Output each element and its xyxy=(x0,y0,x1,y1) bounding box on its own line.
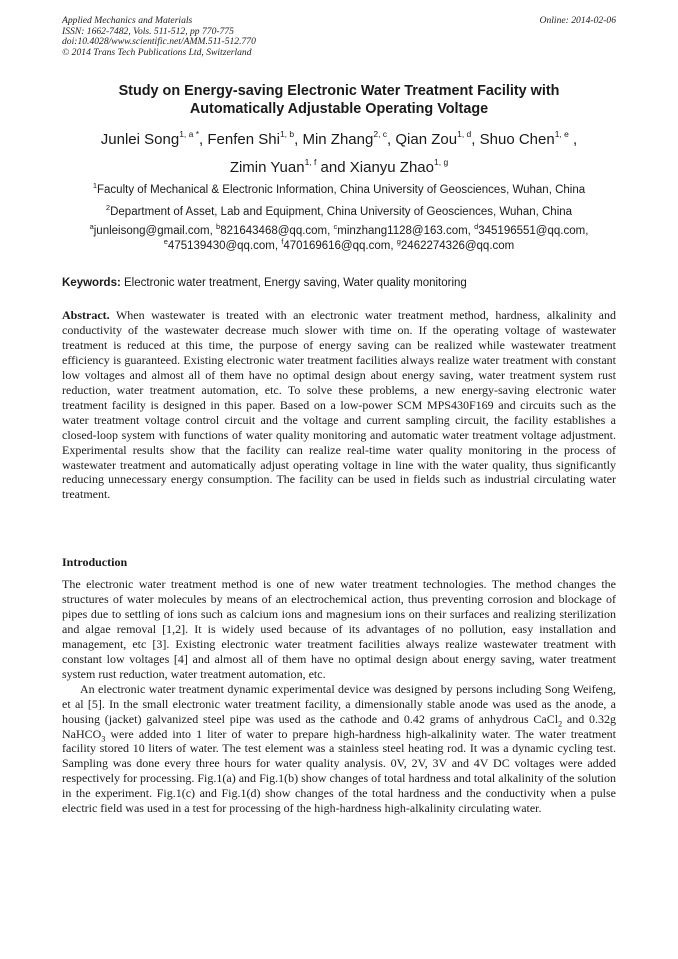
author-name: Shuo Chen xyxy=(479,131,555,148)
email-address: 475139430@qq.com, xyxy=(167,239,279,252)
subscript: 2 xyxy=(558,718,563,728)
journal-copyright: © 2014 Trans Tech Publications Ltd, Switzerland xyxy=(62,46,252,58)
email-address: junleisong@gmail.com, xyxy=(93,225,213,237)
author-line-2: Zimin Yuan$^{1, f}$ and Xianyu Zhao$^{1, g}$ xyxy=(229,157,449,176)
keywords-text: Electronic water treatment, Energy saving, Water quality monitoring xyxy=(124,277,467,289)
abstract-label: Abstract. xyxy=(62,308,110,322)
author-affiliation-mark: 1, f xyxy=(304,157,317,167)
abstract xyxy=(62,308,616,502)
online-date: Online: 2014-02-06 xyxy=(539,15,616,26)
author-affiliation-mark: 2, c xyxy=(373,129,388,139)
title-line-1: Study on Energy-saving Electronic Water Treatment Facility with xyxy=(118,83,560,99)
journal-name: Applied Mechanics and Materials xyxy=(62,15,193,26)
author-affiliation-mark: 1, a * xyxy=(179,129,200,139)
author-affiliation-mark: 1, d xyxy=(457,129,472,139)
email-mark: e xyxy=(163,236,168,246)
intro-paragraph-2 xyxy=(62,682,616,817)
email-mark: d xyxy=(474,222,479,231)
author-affiliation-mark: 1, e xyxy=(554,129,569,139)
intro-p2-part-a: An electronic water treatment dynamic experimental device was designed by persons including Song Weifeng, et al [5]. In the small electronic water treatment facility, a dimensionally stable anode was used as the anode, a housing (jacket) galvanized steel pipe was used as the cathode and 0.42 grams of anhydrous CaCl xyxy=(62,681,616,726)
email-line-1 xyxy=(62,224,616,239)
intro-p2-part-c: were added into 1 liter of water to prepare high-hardness high-alkalinity water. The water treatment facility stored 10 liters of water. The test element was a stainless steel heating rod. It was a dynamic cycling test. Sampling was done every three hours for water quality analysis. 0V, 2V, 3V and 4V DC voltages were added respectively for processing. Fig.1(a) and Fig.1(b) show changes of total hardness and total alkalinity of the solution in the experiment. Fig.1(c) and Fig.1(d) show changes of the total hardness and the conductivity when a pulse electric field was used in a test for processing of the high-hardness high-alkalinity circulating water. xyxy=(62,726,616,816)
email-address: 821643468@qq.com, xyxy=(220,225,331,237)
author-line-1: Junlei Song$^{1, a *}$, Fenfen Shi$^{1, b}$, Min Zhang$^{2, c}$, Qian Zou$^{1, d}$, Shuo Chen$^{1, e}$ , xyxy=(100,129,578,148)
email-address: minzhang1128@163.com, xyxy=(337,225,471,237)
intro-paragraph-1: The electronic water treatment method is one of new water treatment technologies. The method changes the structures of water molecules by means of an electrochemical action, thus preventing corrosion and blockage of pipes due to settling of ions such as calcium ions and magnesium ions on their surfaces and realizing sterilization and algae removal [1,2]. It is widely used because of its advantages of no pollution, easy installation and management, etc [3]. Existing electronic water treatment facilities always realize wastewater treatment with constant low voltages [4] and almost all of them have no optimal design about energy saving, water treatment system rust reduction, water treatment automation, etc. xyxy=(62,577,616,681)
email-mark: c xyxy=(333,222,338,231)
email-address: 2462274326@qq.com xyxy=(400,239,515,252)
affiliation-mark: 2 xyxy=(105,203,111,212)
email-mark: a xyxy=(89,222,94,231)
email-mark: f xyxy=(281,236,284,246)
affiliation-1 xyxy=(62,183,616,197)
author-name: Junlei Song xyxy=(100,131,180,148)
affiliation-2 xyxy=(62,205,616,219)
journal-issn: ISSN: 1662-7482, Vols. 511-512, pp 770-775 xyxy=(62,25,234,37)
author-list xyxy=(62,126,616,182)
journal-doi: doi:10.4028/www.scientific.net/AMM.511-512.770 xyxy=(62,36,256,48)
author-name: Qian Zou xyxy=(395,131,458,148)
author-name: Min Zhang xyxy=(302,131,374,148)
keywords-label: Keywords: xyxy=(62,277,121,289)
keywords xyxy=(62,276,616,290)
affiliation-text: Faculty of Mechanical & Electronic Information, China University of Geosciences, Wuhan, China xyxy=(97,184,586,196)
author-affiliation-mark: 1, b xyxy=(279,129,295,139)
author-affiliation-mark: 1, g xyxy=(434,157,449,167)
affiliation-text: Department of Asset, Lab and Equipment, China University of Geosciences, Wuhan, China xyxy=(110,206,573,218)
author-name: Zimin Yuan xyxy=(229,159,305,176)
email-line-2 xyxy=(62,236,616,254)
section-heading-introduction: Introduction xyxy=(62,555,128,569)
intro-p2-part-b: and 0.32g NaHCO xyxy=(62,711,617,741)
abstract-text: When wastewater is treated with an electronic water treatment method, hardness, alkalinity and conductivity of the wastewater decrease much slower with time on. If the operating voltage of wastewater treatment is reduced at this time, the purpose of energy saving can be realized while wastewater treatment efficiency is guaranteed. Existing electronic water treatment facilities always realize water treatment with constant low voltages and almost all of them have no optimal design about energy saving, water treatment system rust reduction, water treatment automation, etc. To solve these problems, a new energy-saving electronic water treatment facility is designed in this paper. Based on a low-power SCM MPS430F169 and circuits such as the water treatment voltage control circuit and the voltage and current sampling circuit, the facility establishes a closed-loop system with functions of water quality monitoring and automatic water treatment voltage adjustment. Experimental results show that the facility can realize real-time water quality monitoring in the process of wastewater treatment and automatically adjust operating voltage in line with the water quality, thus significantly reducing unnecessary energy consumption. The facility can be used in fields such as industrial circulating water treatment. xyxy=(62,308,616,502)
email-address: 470169616@qq.com, xyxy=(283,239,394,252)
title-line-2: Automatically Adjustable Operating Voltage xyxy=(189,101,489,117)
email-mark: g xyxy=(396,236,401,246)
affiliation-mark: 1 xyxy=(92,181,98,190)
email-mark: b xyxy=(216,222,221,231)
journal-header xyxy=(62,16,616,58)
author-name: Xianyu Zhao xyxy=(349,159,434,176)
subscript: 3 xyxy=(101,733,106,743)
email-list xyxy=(62,224,616,253)
email-address: 345196551@qq.com, xyxy=(478,225,589,237)
introduction-body xyxy=(62,577,616,816)
paper-title xyxy=(62,82,616,118)
author-name: Fenfen Shi xyxy=(207,131,280,148)
